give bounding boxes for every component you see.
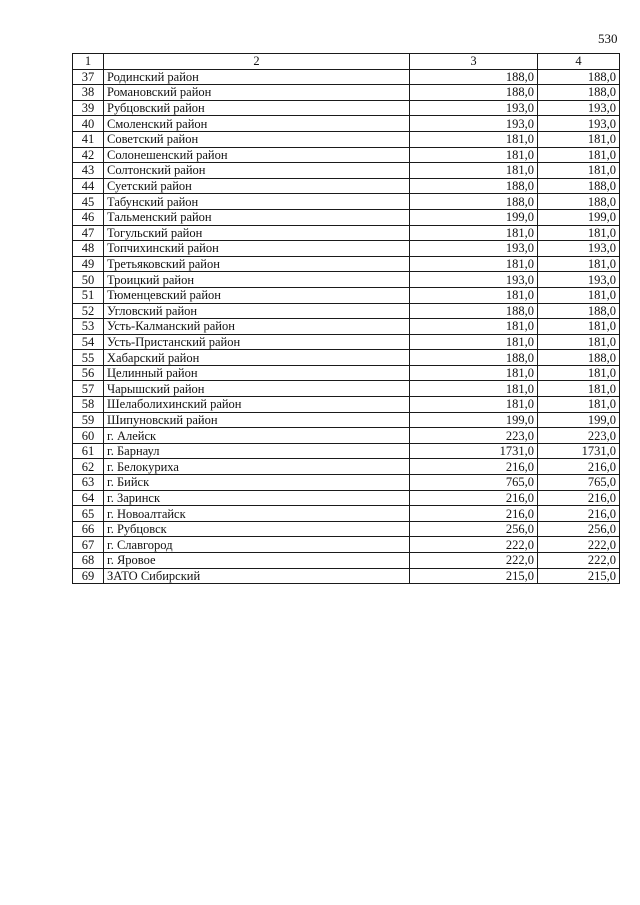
municipality-name-cell: г. Рубцовск	[104, 521, 410, 537]
row-number-cell: 63	[73, 475, 104, 491]
municipality-name-cell: Смоленский район	[104, 116, 410, 132]
municipality-name-cell: г. Новоалтайск	[104, 506, 410, 522]
row-number-cell: 51	[73, 287, 104, 303]
value-column-3-cell: 188,0	[410, 69, 538, 85]
table-row	[73, 397, 620, 413]
table-row	[73, 256, 620, 272]
municipality-name-cell: Рубцовский район	[104, 100, 410, 116]
value-column-4-cell: 188,0	[538, 178, 620, 194]
row-number-cell: 41	[73, 131, 104, 147]
row-number-cell: 69	[73, 568, 104, 584]
row-number-cell: 42	[73, 147, 104, 163]
table-row	[73, 319, 620, 335]
row-number-cell: 67	[73, 537, 104, 553]
value-column-3-cell: 193,0	[410, 116, 538, 132]
row-number-cell: 45	[73, 194, 104, 210]
table-row	[73, 194, 620, 210]
table-row	[73, 209, 620, 225]
municipality-name-cell: г. Яровое	[104, 553, 410, 569]
value-column-4-cell: 181,0	[538, 381, 620, 397]
table-row	[73, 241, 620, 257]
row-number-cell: 55	[73, 350, 104, 366]
municipality-name-cell: Чарышский район	[104, 381, 410, 397]
municipality-name-cell: Солтонский район	[104, 163, 410, 179]
column-header-1: 1	[73, 54, 104, 70]
value-column-3-cell: 181,0	[410, 365, 538, 381]
row-number-cell: 37	[73, 69, 104, 85]
municipality-name-cell: Романовский район	[104, 85, 410, 101]
value-column-3-cell: 199,0	[410, 412, 538, 428]
table-row	[73, 521, 620, 537]
row-number-cell: 40	[73, 116, 104, 132]
table-row	[73, 100, 620, 116]
value-column-3-cell: 188,0	[410, 85, 538, 101]
value-column-4-cell: 216,0	[538, 490, 620, 506]
table-row	[73, 116, 620, 132]
row-number-cell: 43	[73, 163, 104, 179]
row-number-cell: 49	[73, 256, 104, 272]
municipality-name-cell: г. Алейск	[104, 428, 410, 444]
table-row	[73, 69, 620, 85]
table-row	[73, 163, 620, 179]
table-row	[73, 381, 620, 397]
value-column-4-cell: 222,0	[538, 537, 620, 553]
table-row	[73, 365, 620, 381]
value-column-3-cell: 181,0	[410, 287, 538, 303]
row-number-cell: 60	[73, 428, 104, 444]
value-column-4-cell: 193,0	[538, 116, 620, 132]
value-column-4-cell: 193,0	[538, 241, 620, 257]
municipality-name-cell: Усть-Калманский район	[104, 319, 410, 335]
value-column-4-cell: 216,0	[538, 506, 620, 522]
table-row	[73, 428, 620, 444]
value-column-3-cell: 181,0	[410, 131, 538, 147]
value-column-3-cell: 193,0	[410, 100, 538, 116]
value-column-4-cell: 199,0	[538, 209, 620, 225]
municipality-name-cell: Усть-Пристанский район	[104, 334, 410, 350]
value-column-3-cell: 216,0	[410, 459, 538, 475]
municipality-name-cell: г. Славгород	[104, 537, 410, 553]
value-column-4-cell: 181,0	[538, 319, 620, 335]
table-row	[73, 459, 620, 475]
value-column-4-cell: 193,0	[538, 272, 620, 288]
municipality-name-cell: Шипуновский район	[104, 412, 410, 428]
table-row	[73, 131, 620, 147]
value-column-4-cell: 256,0	[538, 521, 620, 537]
table-row	[73, 506, 620, 522]
value-column-3-cell: 199,0	[410, 209, 538, 225]
municipality-name-cell: Шелаболихинский район	[104, 397, 410, 413]
column-header-3: 3	[410, 54, 538, 70]
municipality-name-cell: Советский район	[104, 131, 410, 147]
municipality-name-cell: г. Белокуриха	[104, 459, 410, 475]
row-number-cell: 39	[73, 100, 104, 116]
table-body	[73, 69, 620, 584]
municipality-name-cell: г. Барнаул	[104, 443, 410, 459]
value-column-3-cell: 188,0	[410, 303, 538, 319]
municipality-name-cell: Суетский район	[104, 178, 410, 194]
value-column-3-cell: 181,0	[410, 147, 538, 163]
value-column-3-cell: 222,0	[410, 537, 538, 553]
row-number-cell: 46	[73, 209, 104, 225]
value-column-4-cell: 193,0	[538, 100, 620, 116]
table-row	[73, 225, 620, 241]
municipality-name-cell: Третьяковский район	[104, 256, 410, 272]
row-number-cell: 68	[73, 553, 104, 569]
table-row	[73, 443, 620, 459]
value-column-3-cell: 181,0	[410, 397, 538, 413]
municipality-name-cell: Троицкий район	[104, 272, 410, 288]
value-column-3-cell: 765,0	[410, 475, 538, 491]
municipality-name-cell: Табунский район	[104, 194, 410, 210]
page-number: 530	[598, 31, 618, 46]
municipality-name-cell: Угловский район	[104, 303, 410, 319]
value-column-3-cell: 193,0	[410, 272, 538, 288]
row-number-cell: 54	[73, 334, 104, 350]
row-number-cell: 57	[73, 381, 104, 397]
value-column-4-cell: 223,0	[538, 428, 620, 444]
value-column-4-cell: 181,0	[538, 256, 620, 272]
value-column-4-cell: 215,0	[538, 568, 620, 584]
value-column-3-cell: 193,0	[410, 241, 538, 257]
value-column-4-cell: 181,0	[538, 163, 620, 179]
column-header-2: 2	[104, 54, 410, 70]
value-column-4-cell: 188,0	[538, 350, 620, 366]
table-row	[73, 178, 620, 194]
value-column-4-cell: 181,0	[538, 147, 620, 163]
value-column-3-cell: 188,0	[410, 194, 538, 210]
value-column-3-cell: 181,0	[410, 334, 538, 350]
value-column-4-cell: 181,0	[538, 225, 620, 241]
value-column-4-cell: 765,0	[538, 475, 620, 491]
value-column-3-cell: 215,0	[410, 568, 538, 584]
row-number-cell: 47	[73, 225, 104, 241]
value-column-3-cell: 216,0	[410, 506, 538, 522]
table-row	[73, 490, 620, 506]
row-number-cell: 50	[73, 272, 104, 288]
value-column-4-cell: 181,0	[538, 365, 620, 381]
value-column-3-cell: 216,0	[410, 490, 538, 506]
value-column-4-cell: 181,0	[538, 397, 620, 413]
municipality-name-cell: Тюменцевский район	[104, 287, 410, 303]
value-column-3-cell: 223,0	[410, 428, 538, 444]
table-row	[73, 475, 620, 491]
row-number-cell: 58	[73, 397, 104, 413]
row-number-cell: 61	[73, 443, 104, 459]
table-row	[73, 85, 620, 101]
table-row	[73, 147, 620, 163]
table-row	[73, 303, 620, 319]
data-table	[72, 53, 620, 584]
value-column-3-cell: 188,0	[410, 178, 538, 194]
table-row	[73, 334, 620, 350]
row-number-cell: 66	[73, 521, 104, 537]
row-number-cell: 52	[73, 303, 104, 319]
municipality-name-cell: Родинский район	[104, 69, 410, 85]
value-column-4-cell: 188,0	[538, 85, 620, 101]
value-column-3-cell: 181,0	[410, 381, 538, 397]
table-header-row	[73, 54, 620, 70]
value-column-3-cell: 181,0	[410, 225, 538, 241]
municipality-name-cell: Целинный район	[104, 365, 410, 381]
value-column-4-cell: 188,0	[538, 194, 620, 210]
municipality-name-cell: Тальменский район	[104, 209, 410, 225]
row-number-cell: 59	[73, 412, 104, 428]
value-column-4-cell: 199,0	[538, 412, 620, 428]
value-column-3-cell: 181,0	[410, 256, 538, 272]
row-number-cell: 48	[73, 241, 104, 257]
table-row	[73, 553, 620, 569]
value-column-4-cell: 181,0	[538, 131, 620, 147]
value-column-3-cell: 181,0	[410, 319, 538, 335]
value-column-4-cell: 222,0	[538, 553, 620, 569]
row-number-cell: 62	[73, 459, 104, 475]
table-row	[73, 537, 620, 553]
municipality-name-cell: Хабарский район	[104, 350, 410, 366]
municipality-name-cell: Тогульский район	[104, 225, 410, 241]
municipality-name-cell: г. Заринск	[104, 490, 410, 506]
table-row	[73, 350, 620, 366]
municipality-name-cell: Солонешенский район	[104, 147, 410, 163]
column-header-4: 4	[538, 54, 620, 70]
value-column-3-cell: 256,0	[410, 521, 538, 537]
row-number-cell: 44	[73, 178, 104, 194]
municipality-name-cell: Топчихинский район	[104, 241, 410, 257]
municipality-name-cell: г. Бийск	[104, 475, 410, 491]
table-row	[73, 272, 620, 288]
row-number-cell: 53	[73, 319, 104, 335]
table-row	[73, 412, 620, 428]
row-number-cell: 38	[73, 85, 104, 101]
value-column-3-cell: 222,0	[410, 553, 538, 569]
value-column-4-cell: 181,0	[538, 334, 620, 350]
municipality-name-cell: ЗАТО Сибирский	[104, 568, 410, 584]
row-number-cell: 64	[73, 490, 104, 506]
row-number-cell: 56	[73, 365, 104, 381]
value-column-3-cell: 1731,0	[410, 443, 538, 459]
value-column-4-cell: 188,0	[538, 303, 620, 319]
table-row	[73, 568, 620, 584]
row-number-cell: 65	[73, 506, 104, 522]
value-column-3-cell: 181,0	[410, 163, 538, 179]
value-column-3-cell: 188,0	[410, 350, 538, 366]
table-row	[73, 287, 620, 303]
value-column-4-cell: 1731,0	[538, 443, 620, 459]
value-column-4-cell: 181,0	[538, 287, 620, 303]
value-column-4-cell: 216,0	[538, 459, 620, 475]
value-column-4-cell: 188,0	[538, 69, 620, 85]
